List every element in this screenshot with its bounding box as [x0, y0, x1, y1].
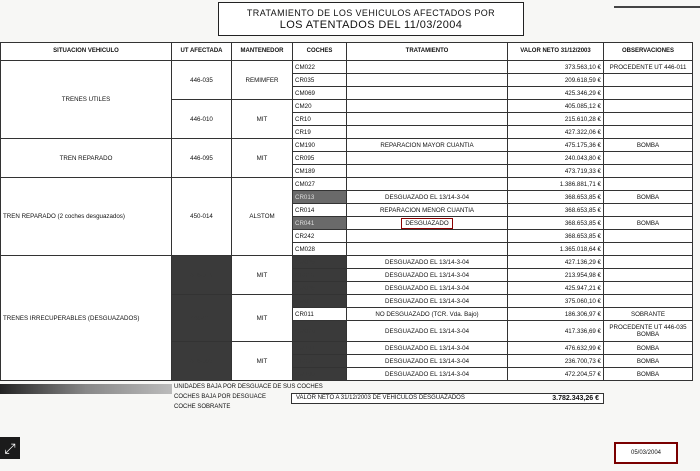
ut-cell: 446-011	[172, 295, 232, 342]
tratamiento-cell: DESGUAZADO EL 13/14-3-04	[347, 191, 508, 204]
title-line-1: TRATAMIENTO DE LOS VEHICULOS AFECTADOS POR	[246, 8, 496, 18]
coche-cell: CM036	[293, 282, 347, 295]
obs-cell	[604, 282, 693, 295]
coche-cell: CM078	[293, 321, 347, 342]
net-value-amount: 3.782.343,26 €	[552, 395, 599, 402]
coche-cell: CM028	[293, 243, 347, 256]
group-situacion: TREN REPARADO (2 coches desguazados)	[1, 178, 172, 256]
obs-cell	[604, 256, 693, 269]
obs-cell	[604, 243, 693, 256]
tratamiento-cell: DESGUAZADO EL 13/14-3-04	[347, 342, 508, 355]
obs-cell	[604, 230, 693, 243]
coche-cell: CR013	[293, 191, 347, 204]
group-situacion: TRENES IRRECUPERABLES (DESGUAZADOS)	[1, 256, 172, 381]
obs-cell	[604, 113, 693, 126]
mantenedor-cell: MIT	[232, 295, 293, 342]
header-tratamiento: TRATAMIENTO	[347, 43, 508, 61]
tratamiento-cell: DESGUAZADO EL 13/14-3-04	[347, 269, 508, 282]
tratamiento-cell	[347, 61, 508, 74]
obs-cell: BOMBA	[604, 217, 693, 230]
tratamiento-cell: NO DESGUAZADO (TCR. Vda. Bajo)	[347, 308, 508, 321]
obs-cell: BOMBA	[604, 368, 693, 381]
valor-cell: 1.386.881,71 €	[508, 178, 604, 191]
obs-cell	[604, 295, 693, 308]
mantenedor-cell: REMIMFER	[232, 61, 293, 100]
valor-cell: 427.136,29 €	[508, 256, 604, 269]
valor-cell: 215.610,28 €	[508, 113, 604, 126]
coche-cell: CR096	[293, 355, 347, 368]
valor-cell: 476.632,99 €	[508, 342, 604, 355]
ut-cell: 446-010	[172, 100, 232, 139]
coche-cell: CM190	[293, 368, 347, 381]
coche-cell: CM069	[293, 87, 347, 100]
ut-cell: 450-014	[172, 178, 232, 256]
tratamiento-cell	[347, 74, 508, 87]
tratamiento-cell	[347, 243, 508, 256]
mantenedor-cell: MIT	[232, 139, 293, 178]
title-line-2: LOS ATENTADOS DEL 11/03/2004	[279, 19, 463, 31]
header-ut: UT AFECTADA	[172, 43, 232, 61]
valor-cell: 368.653,85 €	[508, 204, 604, 217]
group-situacion: TRENES UTILES	[1, 61, 172, 139]
valor-cell: 475.175,36 €	[508, 139, 604, 152]
header-coches: COCHES	[293, 43, 347, 61]
tratamiento-cell	[347, 126, 508, 139]
obs-cell: SOBRANTE	[604, 308, 693, 321]
valor-cell: 209.618,59 €	[508, 74, 604, 87]
mantenedor-cell: ALSTOM	[232, 178, 293, 256]
valor-cell: 373.563,10 €	[508, 61, 604, 74]
valor-cell: 368.653,85 €	[508, 230, 604, 243]
valor-cell: 368.653,85 €	[508, 191, 604, 204]
obs-cell	[604, 178, 693, 191]
obs-cell: BOMBA	[604, 191, 693, 204]
coche-cell: CM20	[293, 100, 347, 113]
tratamiento-cell	[347, 100, 508, 113]
obs-cell: BOMBA	[604, 139, 693, 152]
header-situacion: SITUACION VEHICULO	[1, 43, 172, 61]
valor-cell: 375.060,10 €	[508, 295, 604, 308]
tratamiento-cell: DESGUAZADO EL 13/14-3-04	[347, 368, 508, 381]
top-rule	[614, 6, 700, 8]
valor-cell: 425.346,29 €	[508, 87, 604, 100]
coche-cell: CM022	[293, 61, 347, 74]
ut-cell: 446-018	[172, 256, 232, 295]
legend-spare: COCHE SOBRANTE	[174, 404, 231, 410]
vehicles-table	[0, 42, 693, 381]
header-valor: VALOR NETO 31/12/2003	[508, 43, 604, 61]
coche-cell: CM027	[293, 178, 347, 191]
tratamiento-cell	[347, 113, 508, 126]
obs-cell	[604, 74, 693, 87]
tratamiento-cell	[347, 152, 508, 165]
tratamiento-cell	[347, 165, 508, 178]
date-stamp: 05/03/2004	[614, 442, 678, 464]
net-value-box	[291, 393, 604, 404]
obs-cell	[604, 100, 693, 113]
table-header-row	[1, 43, 693, 61]
mantenedor-cell: MIT	[232, 342, 293, 381]
coche-cell: CM190	[293, 139, 347, 152]
header-observaciones: OBSERVACIONES	[604, 43, 693, 61]
coche-cell: CR011	[293, 308, 347, 321]
highlighted-treatment: DESGUAZADO	[401, 218, 452, 229]
tratamiento-cell: REPARACION MAYOR CUANTIA	[347, 139, 508, 152]
net-value-label: VALOR NETO A 31/12/2003 DE VEHICULOS DESGUAZADOS	[296, 395, 465, 401]
valor-cell: 405.085,12 €	[508, 100, 604, 113]
expand-icon[interactable]: ⤢	[0, 437, 20, 459]
obs-cell	[604, 126, 693, 139]
table-row	[1, 61, 693, 74]
ut-cell: 446-095	[172, 139, 232, 178]
obs-cell	[604, 152, 693, 165]
tratamiento-cell: DESGUAZADO EL 13/14-3-04	[347, 256, 508, 269]
tratamiento-cell: REPARACION MENOR CUANTIA	[347, 204, 508, 217]
obs-cell	[604, 204, 693, 217]
table-row	[1, 178, 693, 191]
obs-cell	[604, 87, 693, 100]
coche-cell: CR095	[293, 152, 347, 165]
valor-cell: 213.954,98 €	[508, 269, 604, 282]
tratamiento-cell: DESGUAZADO EL 13/14-3-04	[347, 321, 508, 342]
valor-cell: 472.204,57 €	[508, 368, 604, 381]
coche-cell: CM035	[293, 256, 347, 269]
coche-cell: CR018	[293, 269, 347, 282]
valor-cell: 236.700,73 €	[508, 355, 604, 368]
valor-cell: 186.306,97 €	[508, 308, 604, 321]
coche-cell: CR10	[293, 113, 347, 126]
mantenedor-cell: MIT	[232, 256, 293, 295]
tratamiento-cell: DESGUAZADO EL 13/14-3-04	[347, 282, 508, 295]
obs-cell: BOMBA	[604, 342, 693, 355]
tratamiento-cell	[347, 178, 508, 191]
valor-cell: 427.322,06 €	[508, 126, 604, 139]
tratamiento-cell: DESGUAZADO EL 13/14-3-04	[347, 295, 508, 308]
group-situacion: TREN REPARADO	[1, 139, 172, 178]
valor-cell: 240.043,80 €	[508, 152, 604, 165]
valor-cell: 417.336,69 €	[508, 321, 604, 342]
mantenedor-cell: MIT	[232, 100, 293, 139]
obs-cell	[604, 269, 693, 282]
ut-cell: 446-095	[172, 342, 232, 381]
coche-cell: CM191	[293, 342, 347, 355]
legend-units: UNIDADES BAJA POR DESGUACE DE SUS COCHES	[174, 384, 323, 390]
coche-cell: CR19	[293, 126, 347, 139]
tratamiento-cell	[347, 230, 508, 243]
valor-cell: 473.719,33 €	[508, 165, 604, 178]
tratamiento-cell	[347, 87, 508, 100]
header-mantenedor: MANTENEDOR	[232, 43, 293, 61]
obs-cell: PROCEDENTE UT 446-011	[604, 61, 693, 74]
valor-cell: 425.947,21 €	[508, 282, 604, 295]
coche-cell: CR041	[293, 217, 347, 230]
ut-cell: 446-035	[172, 61, 232, 100]
coche-cell: CR035	[293, 74, 347, 87]
obs-cell	[604, 165, 693, 178]
table-row	[1, 139, 693, 152]
legend-shading-bar	[0, 384, 172, 394]
valor-cell: 368.653,85 €	[508, 217, 604, 230]
legend-cars: COCHES BAJA POR DESGUACE	[174, 394, 267, 400]
coche-cell: CM021	[293, 295, 347, 308]
valor-cell: 1.365.018,64 €	[508, 243, 604, 256]
tratamiento-cell: DESGUAZADO EL 13/14-3-04	[347, 355, 508, 368]
coche-cell: CM189	[293, 165, 347, 178]
coche-cell: CR014	[293, 204, 347, 217]
tratamiento-cell	[347, 217, 508, 230]
obs-cell: BOMBA	[604, 355, 693, 368]
document-title	[218, 2, 524, 36]
coche-cell: CR242	[293, 230, 347, 243]
obs-cell: PROCEDENTE UT 446-035 BOMBA	[604, 321, 693, 342]
table-row	[1, 256, 693, 269]
